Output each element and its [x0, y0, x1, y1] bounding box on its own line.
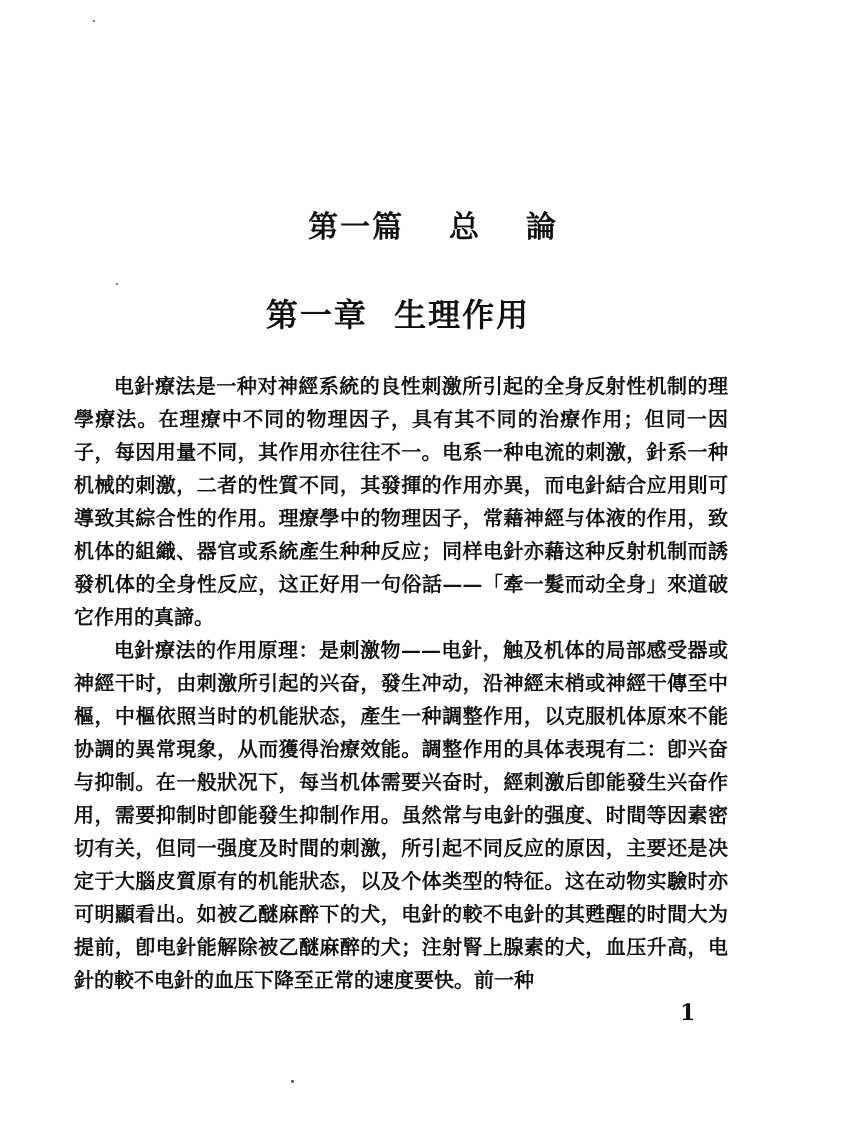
body-text [74, 370, 728, 997]
page-number: 1 [680, 1000, 696, 1026]
part-title: 第一篇 总 論 [308, 210, 558, 245]
scan-speck [291, 1080, 294, 1083]
chapter-title: 第一章 生理作用 [265, 296, 531, 334]
paragraph: 电針療法是一种对神經系統的良性刺激所引起的全身反射性机制的理學療法。在理療中不同的物理因子，具有其不同的治療作用；但同一因子，每因用量不同，其作用亦往往不一。电系一种电流的刺激，針系一种机械的刺激，二者的性質不同，其發揮的作用亦異，而电針結合应用則可導致其綜合性的作用。理療學中的物理因子，常藉神經与体液的作用，致机体的組織、器官或系統產生种种反应；同样电針亦藉这种反射机制而誘發机体的全身性反应，这正好用一句俗話——「牽一髮而动全身」來道破它作用的真諦。 [74, 374, 728, 629]
paragraph: 电針療法的作用原理：是刺激物——电針，触及机体的局部感受器或神經干时，由刺激所引起的兴奋，發生冲动，沿神經末梢或神經干傳至中樞，中樞依照当时的机能狀态，產生一种調整作用，以克服机体原來不能协調的異常現象，从而獲得治療效能。調整作用的具体表現有二：卽兴奋与抑制。在一般狀况下，每当机体需要兴奋时，經刺激后卽能發生兴奋作用，需要抑制时卽能發生抑制作用。虽然常与电針的强度、时間等因素密切有关，但同一强度及时間的刺激，所引起不同反应的原因，主要还是决定于大腦皮質原有的机能狀态，以及个体类型的特征。这在动物实驗时亦可明顯看出。如被乙醚麻醉下的犬，电針的較不电針的其甦醒的时間大为提前，卽电針能解除被乙醚麻醉的犬；注射腎上腺素的犬，血压升高，电針的較不电針的血压下降至正常的速度要快。前一种 [74, 638, 728, 992]
scan-speck [116, 283, 118, 285]
scan-speck [93, 20, 95, 22]
